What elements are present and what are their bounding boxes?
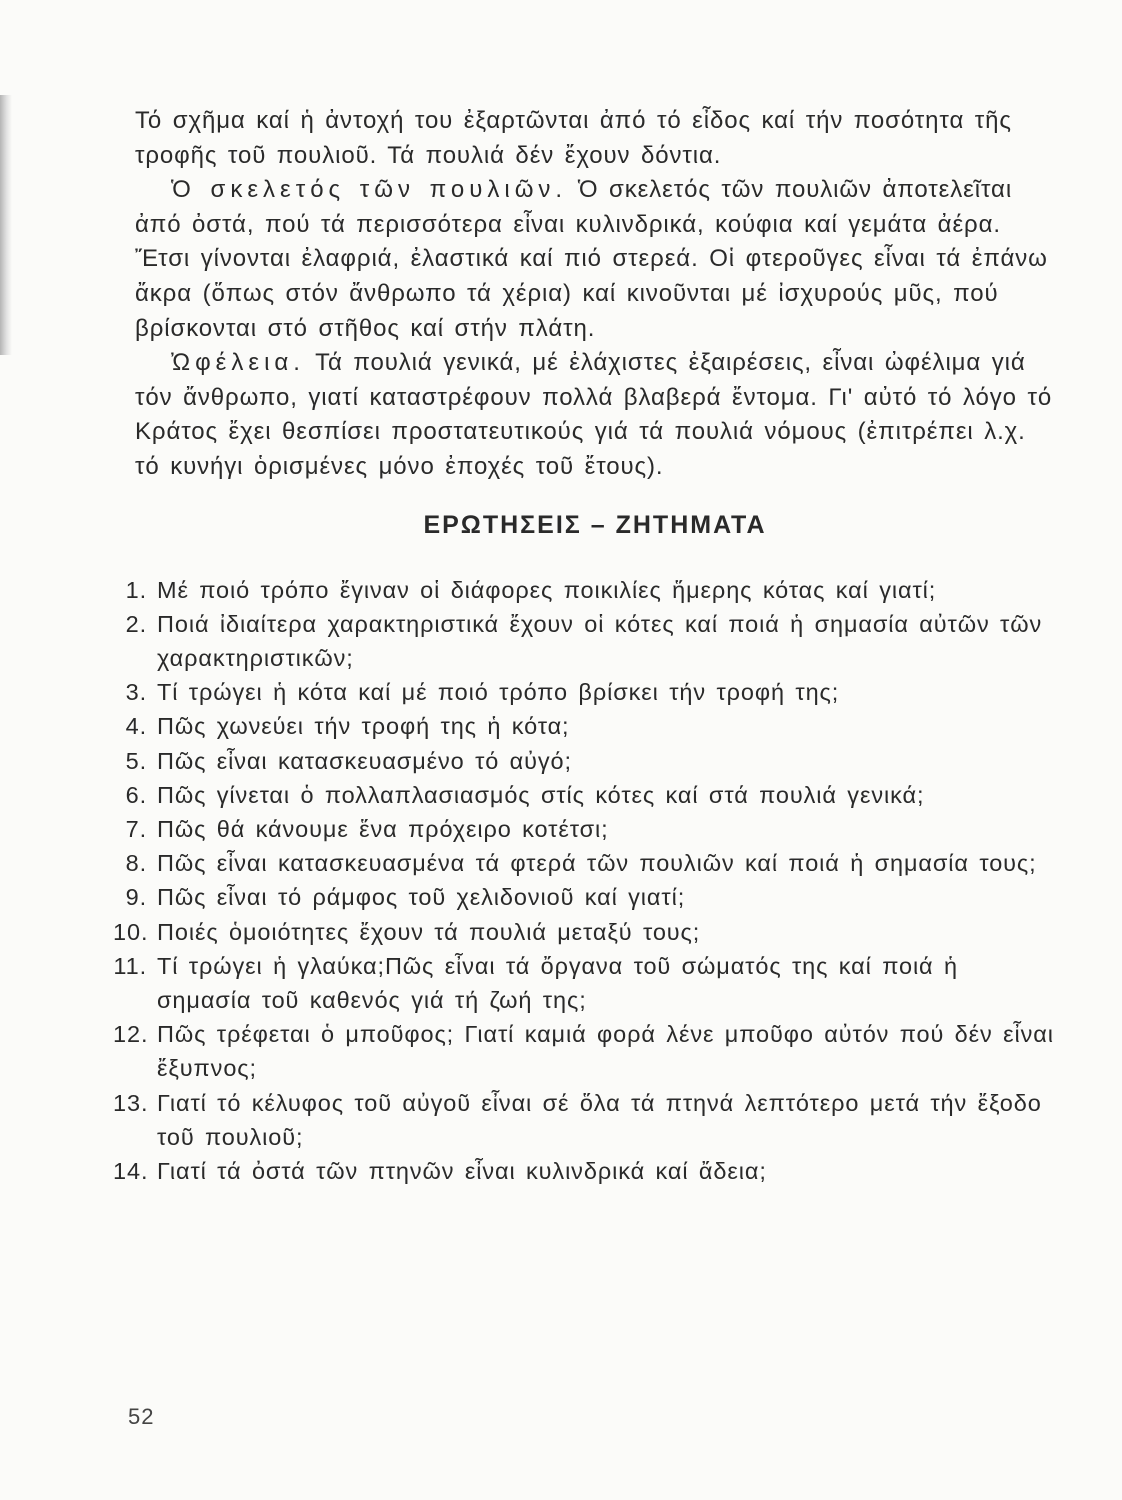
question-number: 11. <box>113 952 147 979</box>
question-text: Μέ ποιό τρόπο ἔγιναν οἱ διάφορες ποικιλίες ἥμερης κότας καί γιατί; <box>157 576 937 603</box>
question-item <box>113 1086 1055 1154</box>
question-number: 5. <box>125 747 147 774</box>
benefit-paragraph <box>135 346 1055 484</box>
question-item <box>125 778 1055 812</box>
question-number: 14. <box>113 1157 149 1184</box>
question-text: Πῶς εἶναι τό ράμφος τοῦ χελιδονιοῦ καί γιατί; <box>157 884 686 911</box>
scan-edge-shadow <box>0 95 12 355</box>
question-text: Πῶς γίνεται ὁ πολλαπλασιασμός στίς κότες καί στά πουλιά γενικά; <box>157 781 925 808</box>
questions-list <box>113 573 1055 1189</box>
question-text: Ποιές ὁμοιότητες ἔχουν τά πουλιά μεταξύ τους; <box>157 918 701 945</box>
skeleton-paragraph <box>135 173 1055 346</box>
question-text: Ποιά ἰδιαίτερα χαρακτηριστικά ἔχουν οἱ κότες καί ποιά ἡ σημασία αὐτῶν τῶν χαρακτηριστικῶν; <box>157 610 1043 671</box>
question-text: Τί τρώγει ἡ γλαύκα;Πῶς εἶναι τά ὄργανα τοῦ σώματός της καί ποιά ἡ σημασία τοῦ καθενός γιά τή ζωή της; <box>157 952 958 1013</box>
question-number: 9. <box>125 884 147 911</box>
question-text: Τί τρώγει ἡ κότα καί μέ ποιό τρόπο βρίσκει τήν τροφή της; <box>157 679 840 706</box>
question-number: 4. <box>125 713 147 740</box>
question-text: Γιατί τό κέλυφος τοῦ αὐγοῦ εἶναι σέ ὅλα τά πτηνά λεπτότερο μετά τήν ἔξοδο τοῦ πουλιοῦ; <box>157 1089 1042 1150</box>
page-content <box>113 104 1055 1188</box>
question-text: Πῶς χωνεύει τήν τροφή της ἡ κότα; <box>157 713 570 740</box>
question-item <box>125 675 1055 709</box>
skeleton-title: Ὁ σκελετός τῶν πουλιῶν. <box>171 176 568 204</box>
question-number: 1. <box>125 576 147 603</box>
question-item <box>113 1017 1055 1085</box>
question-text: Πῶς τρέφεται ὁ μποῦφος; Γιατί καμιά φορά λένε μποῦφο αὐτόν πού δέν εἶναι ἔξυπνος; <box>157 1021 1054 1082</box>
question-text: Πῶς εἶναι κατασκευασμένα τά φτερά τῶν πουλιῶν καί ποιά ἡ σημασία τους; <box>157 850 1037 877</box>
question-number: 13. <box>113 1089 149 1116</box>
question-item <box>125 573 1055 607</box>
question-text: Πῶς θά κάνουμε ἕνα πρόχειρο κοτέτσι; <box>157 815 609 842</box>
question-item <box>113 1154 1055 1188</box>
question-text: Γιατί τά ὀστά τῶν πτηνῶν εἶναι κυλινδρικά καί ἄδεια; <box>157 1157 767 1184</box>
question-number: 12. <box>113 1021 149 1048</box>
page-number: 52 <box>128 1404 155 1429</box>
question-number: 10. <box>113 918 149 945</box>
questions-heading: ΕΡΩΤΗΣΕΙΣ – ΖΗΤΗΜΑΤΑ <box>423 510 767 539</box>
question-number: 6. <box>125 781 147 808</box>
question-item <box>125 709 1055 743</box>
question-item <box>113 949 1055 1017</box>
benefit-text: Τά πουλιά γενικά, μέ ἐλάχιστες ἐξαιρέσεις, εἶναι ὠφέλιμα γιά τόν ἄνθρωπο, γιατί καταστρέφουν πολλά βλαβερά ἔντομα. Γι' αὐτό τό λόγο τό Κράτος ἔχει θεσπίσει προστατευτικούς γιά τά πουλιά νόμους (ἐπιτρέπει λ.χ. τό κυνήγι ὁρισμένες μόνο ἐποχές τοῦ ἔτους). <box>135 349 1053 480</box>
question-item <box>125 846 1055 880</box>
intro-paragraph: Τό σχῆμα καί ἡ ἀντοχή του ἐξαρτῶνται ἀπό τό εἶδος καί τήν ποσότητα τῆς τροφῆς τοῦ πουλιοῦ. Τά πουλιά δέν ἔχουν δόντια. <box>135 107 1012 169</box>
question-item <box>113 915 1055 949</box>
skeleton-text: Ὁ σκελετός τῶν πουλιῶν ἀποτελεῖται ἀπό ὀστά, πού τά περισσότερα εἶναι κυλινδρικά, κούφια καί γεμάτα ἀέρα. Ἔτσι γίνονται ἐλαφριά, ἐλαστικά καί πιό στερεά. Οἱ φτεροῦγες εἶναι τά ἐπάνω ἄκρα (ὅπως στόν ἄνθρωπο τά χέρια) καί κινοῦνται μέ ἰσχυρούς μῦς, πού βρίσκονται στό στῆθος καί στήν πλάτη. <box>135 176 1048 342</box>
question-item <box>125 607 1055 675</box>
benefit-title: Ὠφέλεια. <box>171 349 305 377</box>
question-item <box>125 812 1055 846</box>
question-item <box>125 744 1055 778</box>
question-number: 3. <box>125 679 147 706</box>
question-number: 2. <box>125 610 147 637</box>
question-text: Πῶς εἶναι κατασκευασμένο τό αὐγό; <box>157 747 572 774</box>
question-number: 7. <box>125 815 147 842</box>
question-item <box>125 880 1055 914</box>
question-number: 8. <box>125 850 147 877</box>
